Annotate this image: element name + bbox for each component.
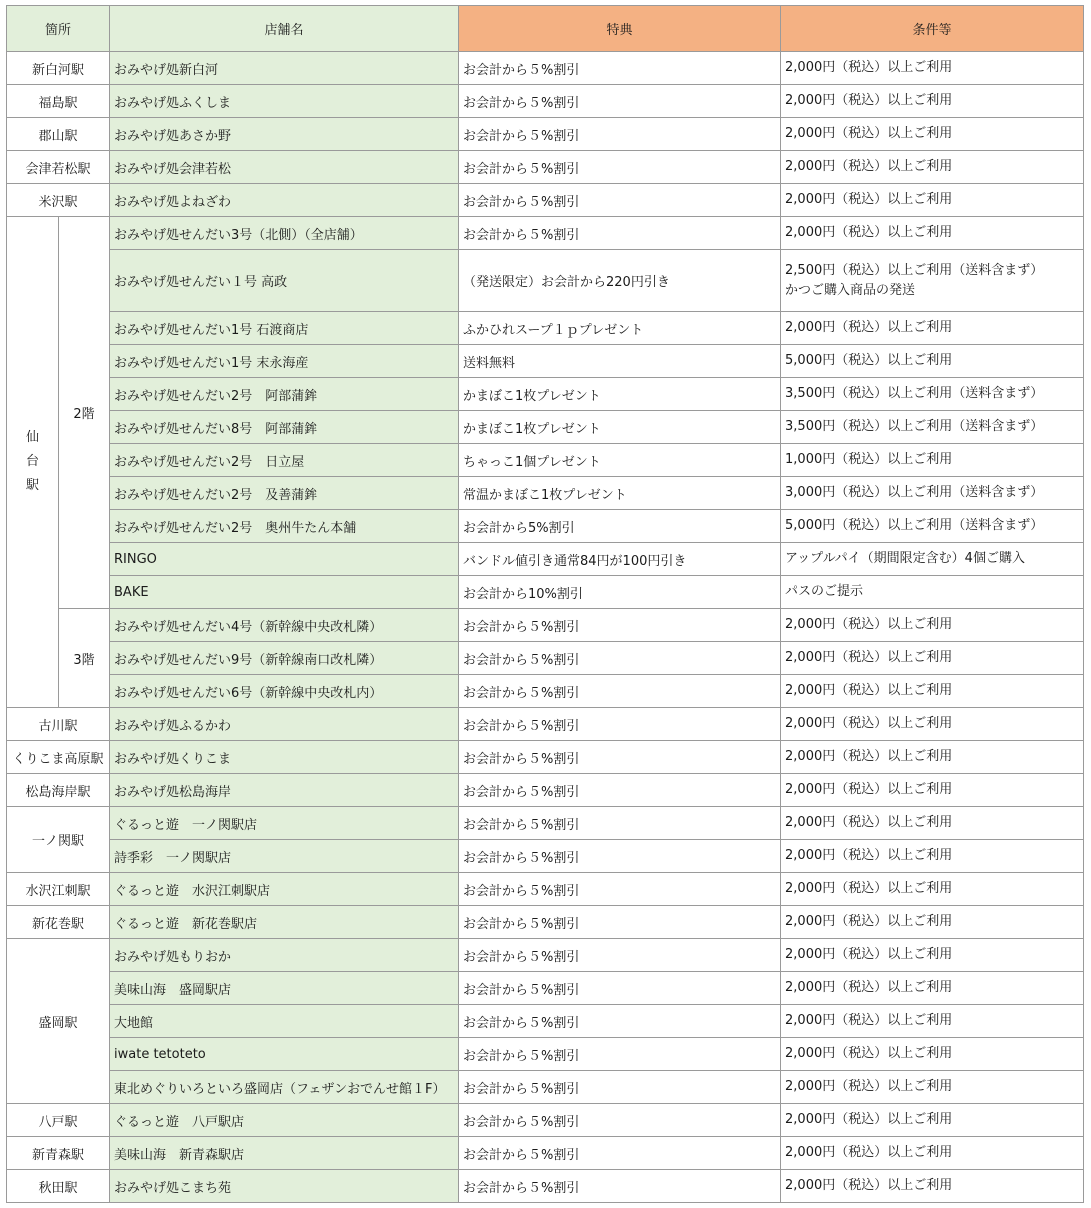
condition-cell: 2,000円（税込）以上ご利用 [781, 741, 1084, 774]
condition-cell: 3,500円（税込）以上ご利用（送料含まず） [781, 411, 1084, 444]
station-cell: 新白河駅 [7, 52, 110, 85]
store-cell: 美味山海 新青森駅店 [110, 1137, 459, 1170]
station-cell: 秋田駅 [7, 1170, 110, 1203]
table-row [7, 543, 1084, 576]
benefit-cell: お会計から５%割引 [459, 675, 781, 708]
table-row [7, 151, 1084, 184]
store-cell: おみやげ処くりこま [110, 741, 459, 774]
station-sendai-vertical [26, 426, 39, 498]
store-cell: 大地館 [110, 1005, 459, 1038]
condition-cell: 2,000円（税込）以上ご利用 [781, 1104, 1084, 1137]
station-sendai-char: 台 [25, 454, 39, 469]
table-row [7, 1005, 1084, 1038]
benefit-cell: お会計から５%割引 [459, 52, 781, 85]
store-cell: おみやげ処せんだい1号 石渡商店 [110, 312, 459, 345]
store-cell: おみやげ処せんだい4号（新幹線中央改札隣） [110, 609, 459, 642]
benefit-cell: ちゃっこ1個プレゼント [459, 444, 781, 477]
table-row [7, 774, 1084, 807]
condition-cell: 2,000円（税込）以上ご利用 [781, 1170, 1084, 1203]
condition-cell: 3,500円（税込）以上ご利用（送料含まず） [781, 378, 1084, 411]
condition-cell: 2,000円（税込）以上ご利用 [781, 642, 1084, 675]
store-cell: ぐるっと遊 八戸駅店 [110, 1104, 459, 1137]
table-row [7, 85, 1084, 118]
station-cell-sendai [7, 217, 59, 708]
benefit-cell: お会計から５%割引 [459, 1137, 781, 1170]
condition-cell: 2,000円（税込）以上ご利用 [781, 184, 1084, 217]
table-row [7, 675, 1084, 708]
station-cell: 郡山駅 [7, 118, 110, 151]
benefit-cell: バンドル値引き通常84円が100円引き [459, 543, 781, 576]
header-row [7, 6, 1084, 52]
condition-cell: 2,000円（税込）以上ご利用 [781, 840, 1084, 873]
benefit-cell: お会計から５%割引 [459, 972, 781, 1005]
header-store: 店舗名 [110, 6, 459, 52]
benefit-cell: お会計から５%割引 [459, 906, 781, 939]
condition-cell: 2,000円（税込）以上ご利用 [781, 939, 1084, 972]
store-cell: おみやげ処せんだい1号 末永海産 [110, 345, 459, 378]
condition-cell: 2,000円（税込）以上ご利用 [781, 1137, 1084, 1170]
benefit-cell: お会計から５%割引 [459, 184, 781, 217]
station-cell: 水沢江刺駅 [7, 873, 110, 906]
table-row [7, 906, 1084, 939]
station-cell: 古川駅 [7, 708, 110, 741]
table-row [7, 609, 1084, 642]
condition-cell: 2,000円（税込）以上ご利用 [781, 85, 1084, 118]
benefit-cell: お会計から５%割引 [459, 609, 781, 642]
header-location: 箇所 [7, 6, 110, 52]
benefit-cell: お会計から５%割引 [459, 873, 781, 906]
store-cell: おみやげ処よねざわ [110, 184, 459, 217]
table-row [7, 972, 1084, 1005]
condition-cell: 2,000円（税込）以上ご利用 [781, 118, 1084, 151]
table-row [7, 642, 1084, 675]
table-row [7, 1137, 1084, 1170]
benefit-cell: お会計から５%割引 [459, 708, 781, 741]
benefit-cell: お会計から5%割引 [459, 510, 781, 543]
benefit-cell: 送料無料 [459, 345, 781, 378]
table-row [7, 1170, 1084, 1203]
table-row [7, 312, 1084, 345]
benefit-cell: お会計から５%割引 [459, 1104, 781, 1137]
store-cell: おみやげ処新白河 [110, 52, 459, 85]
station-cell: 新花巻駅 [7, 906, 110, 939]
condition-cell: 2,000円（税込）以上ご利用 [781, 1038, 1084, 1071]
benefit-cell: かまぼこ1枚プレゼント [459, 378, 781, 411]
store-cell: おみやげ処せんだい9号（新幹線南口改札隣） [110, 642, 459, 675]
table-row [7, 411, 1084, 444]
benefit-cell: お会計から５%割引 [459, 1005, 781, 1038]
benefit-cell: お会計から５%割引 [459, 774, 781, 807]
condition-cell: アップルパイ（期間限定含む）4個ご購入 [781, 543, 1084, 576]
table-row [7, 184, 1084, 217]
condition-cell: 5,000円（税込）以上ご利用 [781, 345, 1084, 378]
table-row [7, 510, 1084, 543]
station-cell: 八戸駅 [7, 1104, 110, 1137]
condition-cell: 2,000円（税込）以上ご利用 [781, 873, 1084, 906]
table-row [7, 1104, 1084, 1137]
station-cell: 福島駅 [7, 85, 110, 118]
benefit-cell: お会計から５%割引 [459, 217, 781, 250]
store-cell: おみやげ処あさか野 [110, 118, 459, 151]
table-row [7, 1071, 1084, 1104]
header-benefit: 特典 [459, 6, 781, 52]
benefit-cell: お会計から５%割引 [459, 840, 781, 873]
store-cell: おみやげ処会津若松 [110, 151, 459, 184]
floor-cell-3f: 3階 [59, 609, 110, 708]
benefit-cell: お会計から５%割引 [459, 118, 781, 151]
store-cell: iwate tetoteto [110, 1038, 459, 1071]
table-row [7, 741, 1084, 774]
store-cell: おみやげ処せんだい2号 阿部蒲鉾 [110, 378, 459, 411]
store-cell: 詩季彩 一ノ関駅店 [110, 840, 459, 873]
store-cell: おみやげ処せんだい8号 阿部蒲鉾 [110, 411, 459, 444]
store-cell: おみやげ処ふくしま [110, 85, 459, 118]
station-cell: 松島海岸駅 [7, 774, 110, 807]
benefit-cell: お会計から５%割引 [459, 151, 781, 184]
store-cell: おみやげ処せんだい１号 高政 [110, 250, 459, 312]
store-cell: おみやげ処せんだい2号 奥州牛たん本舗 [110, 510, 459, 543]
benefits-table [6, 5, 1084, 1203]
table-row [7, 807, 1084, 840]
benefit-cell: お会計から５%割引 [459, 1071, 781, 1104]
condition-cell: 2,000円（税込）以上ご利用 [781, 708, 1084, 741]
table-row [7, 345, 1084, 378]
store-cell: おみやげ処ふるかわ [110, 708, 459, 741]
condition-line: かつご購入商品の発送 [785, 282, 916, 298]
station-sendai-char: 駅 [25, 478, 39, 493]
benefit-cell: お会計から10%割引 [459, 576, 781, 609]
condition-cell: 2,000円（税込）以上ご利用 [781, 312, 1084, 345]
benefit-cell: お会計から５%割引 [459, 807, 781, 840]
benefit-cell: お会計から５%割引 [459, 939, 781, 972]
condition-cell: 2,000円（税込）以上ご利用 [781, 972, 1084, 1005]
table-row [7, 444, 1084, 477]
store-cell: おみやげ処せんだい3号（北側）（全店舗） [110, 217, 459, 250]
table-row [7, 217, 1084, 250]
benefit-cell: かまぼこ1枚プレゼント [459, 411, 781, 444]
store-cell: ぐるっと遊 新花巻駅店 [110, 906, 459, 939]
table-row [7, 840, 1084, 873]
store-cell: 東北めぐりいろといろ盛岡店（フェザンおでんせ館１F） [110, 1071, 459, 1104]
condition-cell: 2,000円（税込）以上ご利用 [781, 52, 1084, 85]
condition-line: 2,500円（税込）以上ご利用（送料含まず） [785, 262, 1044, 278]
store-cell: BAKE [110, 576, 459, 609]
store-cell: おみやげ処せんだい2号 及善蒲鉾 [110, 477, 459, 510]
condition-cell: 2,000円（税込）以上ご利用 [781, 217, 1084, 250]
store-cell: おみやげ処松島海岸 [110, 774, 459, 807]
benefit-cell: ふかひれスープ１ｐプレゼント [459, 312, 781, 345]
table-row [7, 250, 1084, 312]
store-cell: ぐるっと遊 水沢江刺駅店 [110, 873, 459, 906]
store-cell: RINGO [110, 543, 459, 576]
table-row [7, 939, 1084, 972]
condition-cell: 2,000円（税込）以上ご利用 [781, 609, 1084, 642]
benefit-cell: 常温かまぼこ1枚プレゼント [459, 477, 781, 510]
condition-cell: 2,000円（税込）以上ご利用 [781, 774, 1084, 807]
station-cell: 盛岡駅 [7, 939, 110, 1104]
station-cell: 米沢駅 [7, 184, 110, 217]
table-row [7, 52, 1084, 85]
condition-cell [781, 250, 1084, 312]
benefit-cell: お会計から５%割引 [459, 741, 781, 774]
condition-cell: 2,000円（税込）以上ご利用 [781, 1005, 1084, 1038]
store-cell: おみやげ処こまち苑 [110, 1170, 459, 1203]
table-row [7, 1038, 1084, 1071]
store-cell: おみやげ処せんだい6号（新幹線中央改札内） [110, 675, 459, 708]
condition-cell: 2,000円（税込）以上ご利用 [781, 906, 1084, 939]
station-cell: 会津若松駅 [7, 151, 110, 184]
benefit-cell: お会計から５%割引 [459, 642, 781, 675]
store-cell: おみやげ処せんだい2号 日立屋 [110, 444, 459, 477]
benefit-cell: お会計から５%割引 [459, 85, 781, 118]
table-row [7, 873, 1084, 906]
benefit-cell: お会計から５%割引 [459, 1038, 781, 1071]
store-cell: 美味山海 盛岡駅店 [110, 972, 459, 1005]
condition-cell: 2,000円（税込）以上ご利用 [781, 151, 1084, 184]
table-row [7, 708, 1084, 741]
floor-cell-2f: 2階 [59, 217, 110, 609]
table-row [7, 477, 1084, 510]
condition-cell: 2,000円（税込）以上ご利用 [781, 675, 1084, 708]
header-condition: 条件等 [781, 6, 1084, 52]
condition-cell: 2,000円（税込）以上ご利用 [781, 807, 1084, 840]
condition-cell: 2,000円（税込）以上ご利用 [781, 1071, 1084, 1104]
condition-cell: 5,000円（税込）以上ご利用（送料含まず） [781, 510, 1084, 543]
table-row [7, 378, 1084, 411]
table-row [7, 576, 1084, 609]
benefit-cell: お会計から５%割引 [459, 1170, 781, 1203]
station-cell: 一ノ関駅 [7, 807, 110, 873]
station-sendai-char: 仙 [25, 430, 39, 445]
station-cell: くりこま高原駅 [7, 741, 110, 774]
station-cell: 新青森駅 [7, 1137, 110, 1170]
condition-cell: 3,000円（税込）以上ご利用（送料含まず） [781, 477, 1084, 510]
table-row [7, 118, 1084, 151]
condition-cell: 1,000円（税込）以上ご利用 [781, 444, 1084, 477]
condition-cell: パスのご提示 [781, 576, 1084, 609]
store-cell: おみやげ処もりおか [110, 939, 459, 972]
benefit-cell: （発送限定）お会計から220円引き [459, 250, 781, 312]
store-cell: ぐるっと遊 一ノ関駅店 [110, 807, 459, 840]
